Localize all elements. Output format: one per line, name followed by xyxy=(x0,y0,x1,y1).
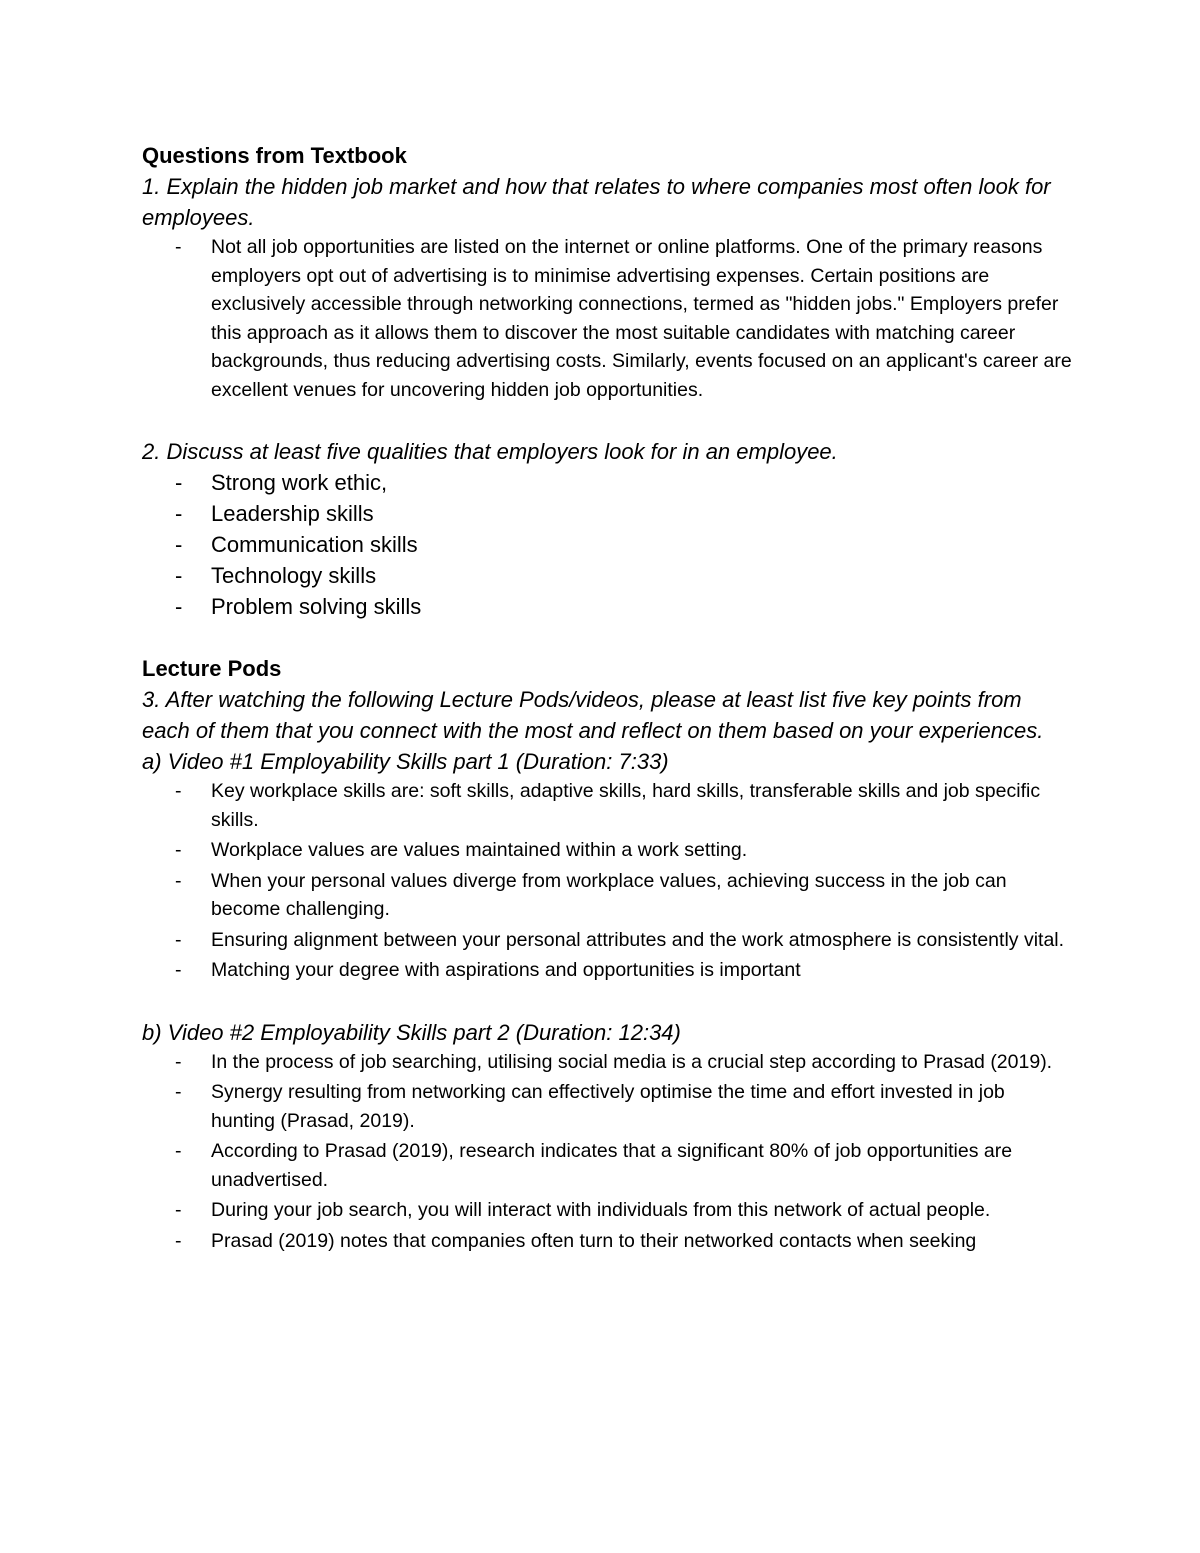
document-page xyxy=(142,140,1072,1257)
list-item xyxy=(142,867,1072,924)
list-item-text: Synergy resulting from networking can effectively optimise the time and effort invested in job hunting (Prasad, 2019). xyxy=(211,1081,1005,1132)
question-3: 3. After watching the following Lecture Pods/videos, please at least list five key points from each of them that you connect with the most and reflect on them based on your experiences. xyxy=(142,687,1044,743)
question-2: 2. Discuss at least five qualities that employers look for in an employee. xyxy=(142,439,838,464)
list-item xyxy=(142,233,1072,404)
bullet-dash: - xyxy=(175,563,183,588)
list-item-text: Not all job opportunities are listed on the internet or online platforms. One of the primary reasons employers opt out of advertising is to minimise advertising expenses. Certain positions are exclusively accessible through networking connections, termed as "hidden jobs." Employers prefer this approach as it allows them to discover the most suitable candidates with matching career backgrounds, thus reducing advertising costs. Similarly, events focused on an applicant's career are excellent venues for uncovering hidden job opportunities. xyxy=(211,236,1072,401)
bullet-dash: - xyxy=(175,1081,182,1103)
bullet-dash: - xyxy=(175,470,183,495)
question-1-answers xyxy=(142,233,1072,404)
bullet-dash: - xyxy=(175,839,182,861)
video-2-points xyxy=(142,1048,1072,1256)
list-item-text: Leadership skills xyxy=(211,501,374,526)
list-item-text: Matching your degree with aspirations and opportunities is important xyxy=(211,959,801,981)
bullet-dash: - xyxy=(175,928,182,951)
bullet-dash: - xyxy=(175,1050,182,1073)
list-item-text: Problem solving skills xyxy=(211,594,422,619)
video-1-points xyxy=(142,777,1072,985)
list-item xyxy=(142,1078,1072,1135)
list-item xyxy=(142,1137,1072,1194)
list-item-text: Workplace values are values maintained within a work setting. xyxy=(211,839,748,861)
section-heading-lecture-pods: Lecture Pods xyxy=(142,656,282,681)
list-item-text: Ensuring alignment between your personal attributes and the work atmosphere is consistently vital. xyxy=(211,928,1065,951)
bullet-dash: - xyxy=(175,869,182,892)
bullet-dash: - xyxy=(175,532,183,557)
bullet-dash: - xyxy=(175,959,182,981)
list-item-text: Prasad (2019) notes that companies often turn to their networked contacts when seeking xyxy=(211,1229,977,1252)
bullet-dash: - xyxy=(175,594,183,619)
list-item xyxy=(142,591,1072,622)
list-item xyxy=(142,467,1072,498)
bullet-dash: - xyxy=(175,1140,182,1162)
video-2-title: b) Video #2 Employability Skills part 2 (Duration: 12:34) xyxy=(142,1019,681,1045)
list-item xyxy=(142,498,1072,529)
list-item xyxy=(142,1196,1072,1225)
bullet-dash: - xyxy=(175,501,183,526)
list-item-text: During your job search, you will interact with individuals from this network of actual people. xyxy=(211,1199,991,1221)
list-item-text: According to Prasad (2019), research indicates that a significant 80% of job opportunities are unadvertised. xyxy=(211,1140,1013,1191)
bullet-dash: - xyxy=(175,1229,182,1252)
list-item-text: Strong work ethic, xyxy=(211,470,388,495)
list-item xyxy=(142,777,1072,834)
list-item xyxy=(142,560,1072,591)
bullet-dash: - xyxy=(175,780,182,802)
list-item-text: When your personal values diverge from workplace values, achieving success in the job can become challenging. xyxy=(211,869,1007,920)
list-item xyxy=(142,529,1072,560)
bullet-dash: - xyxy=(175,1199,182,1221)
list-item-text: In the process of job searching, utilising social media is a crucial step according to Prasad (2019). xyxy=(211,1050,1053,1073)
video-1-title: a) Video #1 Employability Skills part 1 (Duration: 7:33) xyxy=(142,749,669,774)
list-item xyxy=(142,836,1072,865)
list-item xyxy=(142,926,1072,955)
section-heading-textbook: Questions from Textbook xyxy=(142,143,407,168)
list-item xyxy=(142,1048,1072,1077)
list-item-text: Key workplace skills are: soft skills, adaptive skills, hard skills, transferable skills and job specific skills. xyxy=(211,780,1041,831)
list-item-text: Communication skills xyxy=(211,532,418,557)
bullet-dash: - xyxy=(175,236,182,258)
list-item xyxy=(142,1227,1072,1256)
question-2-answers xyxy=(142,467,1072,622)
list-item-text: Technology skills xyxy=(211,563,377,588)
question-1: 1. Explain the hidden job market and how that relates to where companies most often look for employees. xyxy=(142,174,1051,230)
list-item xyxy=(142,956,1072,985)
